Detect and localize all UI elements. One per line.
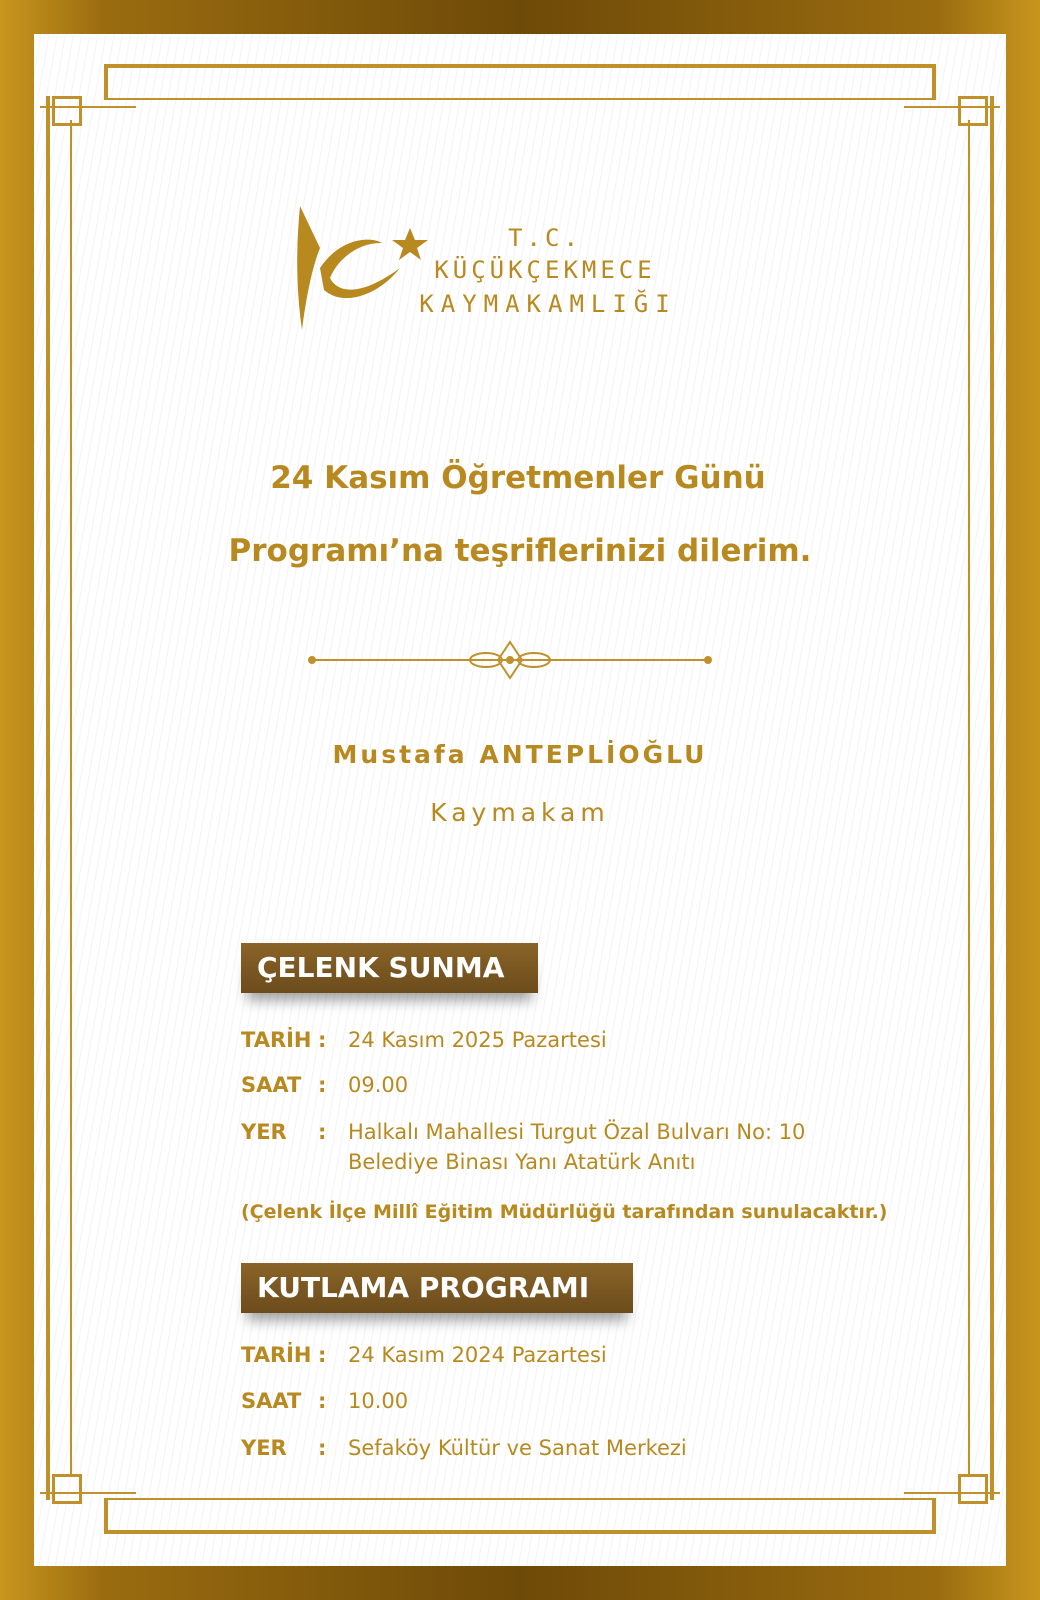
logo-line-tc: T.C. (508, 224, 582, 252)
celebration-time-colon: : (318, 1389, 327, 1413)
celebration-date-value: 24 Kasım 2024 Pazartesi (348, 1343, 607, 1367)
wreath-place-label: YER (241, 1120, 287, 1144)
invitation-line-2: Programı’na teşriflerinizi dilerim. (228, 533, 812, 569)
corner-ornament-top-right (958, 96, 988, 126)
corner-ornament-top-left (52, 96, 82, 126)
logo-line-district: KÜÇÜKÇEKMECE (434, 256, 656, 284)
wreath-date-value: 24 Kasım 2025 Pazartesi (348, 1028, 607, 1052)
corner-ornament-bottom-right (958, 1474, 988, 1504)
wreath-place-line-1: Halkalı Mahallesi Turgut Özal Bulvarı No: 10 (348, 1120, 806, 1144)
celebration-place-colon: : (318, 1436, 327, 1460)
section-title-celebration: KUTLAMA PROGRAMI (241, 1263, 633, 1313)
invitation-line-1: 24 Kasım Öğretmenler Günü (270, 460, 766, 496)
ornamental-divider-icon (300, 640, 720, 680)
section-title-wreath: ÇELENK SUNMA (241, 943, 538, 993)
host-name: Mustafa ANTEPLİOĞLU (332, 740, 708, 769)
wreath-place-line-2: Belediye Binası Yanı Atatürk Anıtı (348, 1150, 696, 1174)
wreath-date-colon: : (318, 1028, 327, 1052)
wreath-date-label: TARİH (241, 1028, 312, 1052)
wreath-time-value: 09.00 (348, 1073, 409, 1097)
celebration-place-label: YER (241, 1436, 287, 1460)
host-title: Kaymakam (430, 798, 610, 827)
logo-line-office: KAYMAKAMLIĞI (419, 290, 677, 318)
celebration-date-label: TARİH (241, 1343, 312, 1367)
celebration-time-value: 10.00 (348, 1389, 409, 1413)
wreath-time-colon: : (318, 1073, 327, 1097)
wreath-place-colon: : (318, 1120, 327, 1144)
celebration-place-value: Sefaköy Kültür ve Sanat Merkezi (348, 1436, 687, 1460)
corner-ornament-bottom-left (52, 1474, 82, 1504)
wreath-time-label: SAAT (241, 1073, 302, 1097)
celebration-time-label: SAAT (241, 1389, 302, 1413)
celebration-date-colon: : (318, 1343, 327, 1367)
wreath-note: (Çelenk İlçe Millî Eğitim Müdürlüğü tarafından sunulacaktır.) (241, 1201, 888, 1223)
